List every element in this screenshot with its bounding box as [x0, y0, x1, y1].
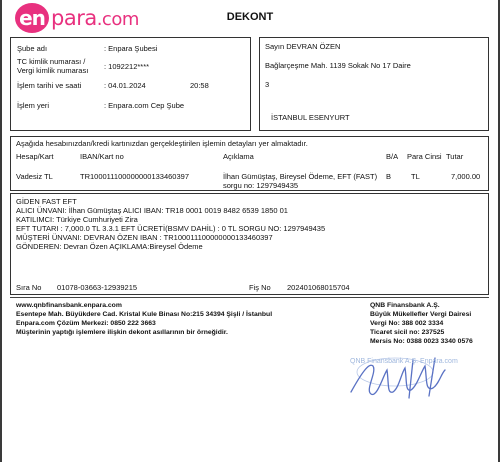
logo-suffix: .com: [96, 9, 139, 30]
row-amount: 7,000.00: [451, 172, 481, 181]
intro-text: Aşağıda hesabınızdan/kredi kartınızdan gerçekleştirilen işlemin detayları yer almaktadır.: [16, 139, 308, 148]
footer-call-center: Enpara.com Çözüm Merkezi: 0850 222 3663: [16, 320, 156, 327]
stamp-text: QNB Finansbank A.Ş. Enpara.com: [350, 358, 458, 365]
row-ba: B: [386, 172, 392, 181]
vkn-label: Vergi kimlik numarası: [17, 66, 89, 75]
footer-address: Esentepe Mah. Büyükdere Cad. Kristal Kule Binası No:215 34394 Şişli / İstanbul: [16, 311, 273, 318]
location-value: : Enpara.com Cep Şube: [104, 101, 185, 110]
row-currency: TL: [411, 172, 420, 181]
row-account: Vadesiz TL: [16, 172, 53, 181]
logo-brand: para: [51, 6, 97, 30]
col-header-iban: IBAN/Kart no: [80, 152, 124, 161]
col-header-ba: B/A: [386, 152, 399, 161]
customer-city: İSTANBUL ESENYURT: [271, 113, 350, 122]
row-description-line1: İlhan Gümüştaş, Bireysel Ödeme, EFT (FAST): [223, 172, 378, 181]
detail-line: GİDEN FAST EFT: [16, 197, 77, 206]
branch-label: Şube adı: [17, 44, 48, 53]
customer-address-line2: 3: [265, 80, 270, 89]
tckn-label: TC kimlik numarası /: [17, 57, 86, 66]
customer-name: Sayın DEVRAN ÖZEN: [265, 42, 341, 51]
datetime-label: İşlem tarihi ve saati: [17, 81, 82, 90]
footer-divider: [10, 297, 489, 298]
footer-bank-name: QNB Finansbank A.Ş.: [370, 302, 440, 309]
col-header-description: Açıklama: [223, 152, 254, 161]
footer-mersis-no: Mersis No: 0388 0023 3340 0576: [370, 338, 473, 345]
customer-address-line1: Bağlarçeşme Mah. 1139 Sokak No 17 Daire: [265, 61, 411, 70]
branch-value: : Enpara Şubesi: [104, 44, 158, 53]
row-description-line2: sorgu no: 1297949435: [223, 181, 299, 190]
date-value: : 04.01.2024: [104, 81, 146, 90]
footer-tax-office: Büyük Mükellefler Vergi Dairesi: [370, 311, 472, 318]
footer-note: Müşterinin yaptığı işlemlere ilişkin dekont asıllarının bir örneğidir.: [16, 329, 228, 336]
footer-tax-no: Vergi No: 388 002 3334: [370, 320, 444, 327]
col-header-currency: Para Cinsi: [407, 152, 442, 161]
detail-line: MÜŞTERİ ÜNVANI: DEVRAN ÖZEN IBAN : TR100011100000000133460397: [16, 233, 273, 242]
time-value: 20:58: [190, 81, 209, 90]
sira-no-label: Sıra No: [16, 283, 42, 292]
col-header-amount: Tutar: [446, 152, 464, 161]
sira-no-value: 01078-03663-12939215: [57, 283, 138, 292]
detail-line: KATILIMCI: Türkiye Cumhuriyeti Zira: [16, 215, 138, 224]
footer-website: www.qnbfinansbank.enpara.com: [16, 302, 122, 309]
fis-no-label: Fiş No: [249, 283, 271, 292]
footer-trade-registry: Ticaret sicil no: 237525: [370, 329, 445, 336]
document-title: DEKONT: [226, 11, 274, 23]
row-iban: TR100011100000000133460397: [80, 172, 189, 181]
tckn-value: : 1092212****: [104, 62, 150, 71]
logo-badge: en: [15, 3, 49, 33]
col-header-account: Hesap/Kart: [16, 152, 54, 161]
detail-line: ALICI ÜNVANI: İlhan Gümüştaş ALICI IBAN: TR18 0001 0019 8482 6539 1850 01: [16, 206, 288, 215]
location-label: İşlem yeri: [17, 101, 50, 110]
detail-line: GÖNDEREN: Devran Özen AÇIKLAMA:Bireysel Ödeme: [16, 242, 203, 251]
detail-line: EFT TUTARI : 7,000.0 TL 3.3.1 EFT ÜCRETİ(BSMV DAHİL) : 0 TL SORGU NO: 1297949435: [16, 224, 326, 233]
left-frame: [0, 0, 2, 462]
fis-no-value: 202401068015704: [287, 283, 350, 292]
